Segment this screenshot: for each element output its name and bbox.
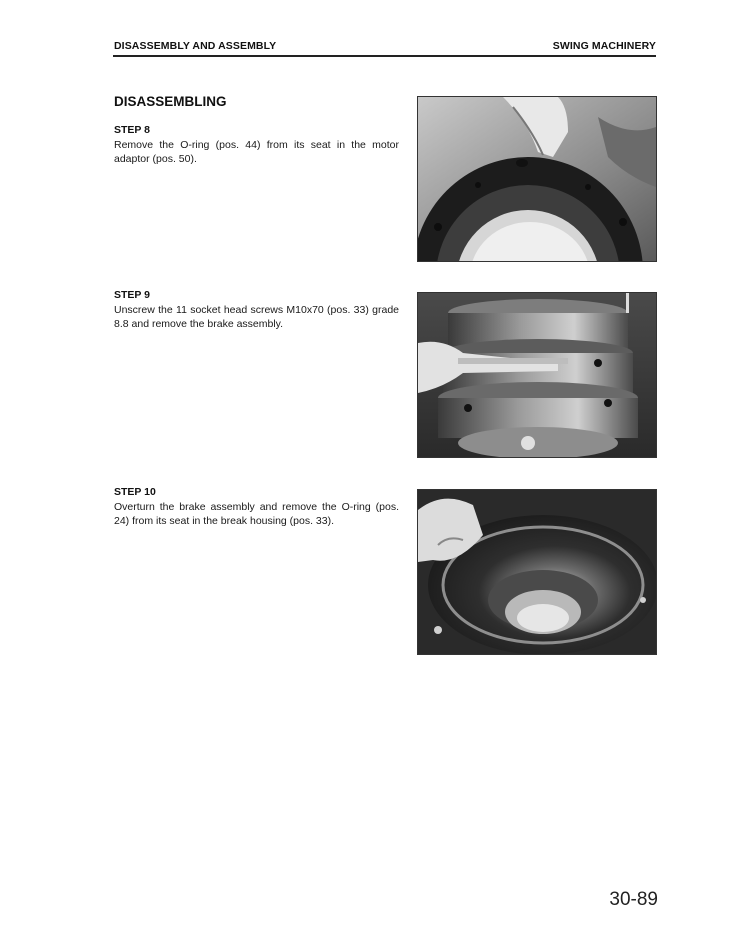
step-label: STEP 10 <box>114 486 156 498</box>
step-8 <box>114 124 399 166</box>
step-9 <box>114 289 399 331</box>
step-10-photo <box>417 489 657 655</box>
step-text: Remove the O-ring (pos. 44) from its seat in the motor adaptor (pos. 50). <box>114 139 399 165</box>
step-8-photo <box>417 96 657 262</box>
header-section-title: DISASSEMBLY AND ASSEMBLY <box>114 40 277 52</box>
step-9-photo <box>417 292 657 458</box>
step-text: Overturn the brake assembly and remove the O-ring (pos. 24) from its seat in the break housing (pos. 33). <box>114 501 399 527</box>
page-number: 30-89 <box>609 889 658 910</box>
step-text: Unscrew the 11 socket head screws M10x70 (pos. 33) grade 8.8 and remove the brake assembly. <box>114 304 399 330</box>
header-divider <box>113 55 656 57</box>
step-label: STEP 8 <box>114 124 150 136</box>
step-label: STEP 9 <box>114 289 150 301</box>
header-chapter-title: SWING MACHINERY <box>552 40 656 52</box>
step-10 <box>114 486 399 528</box>
section-title: DISASSEMBLING <box>114 94 227 109</box>
